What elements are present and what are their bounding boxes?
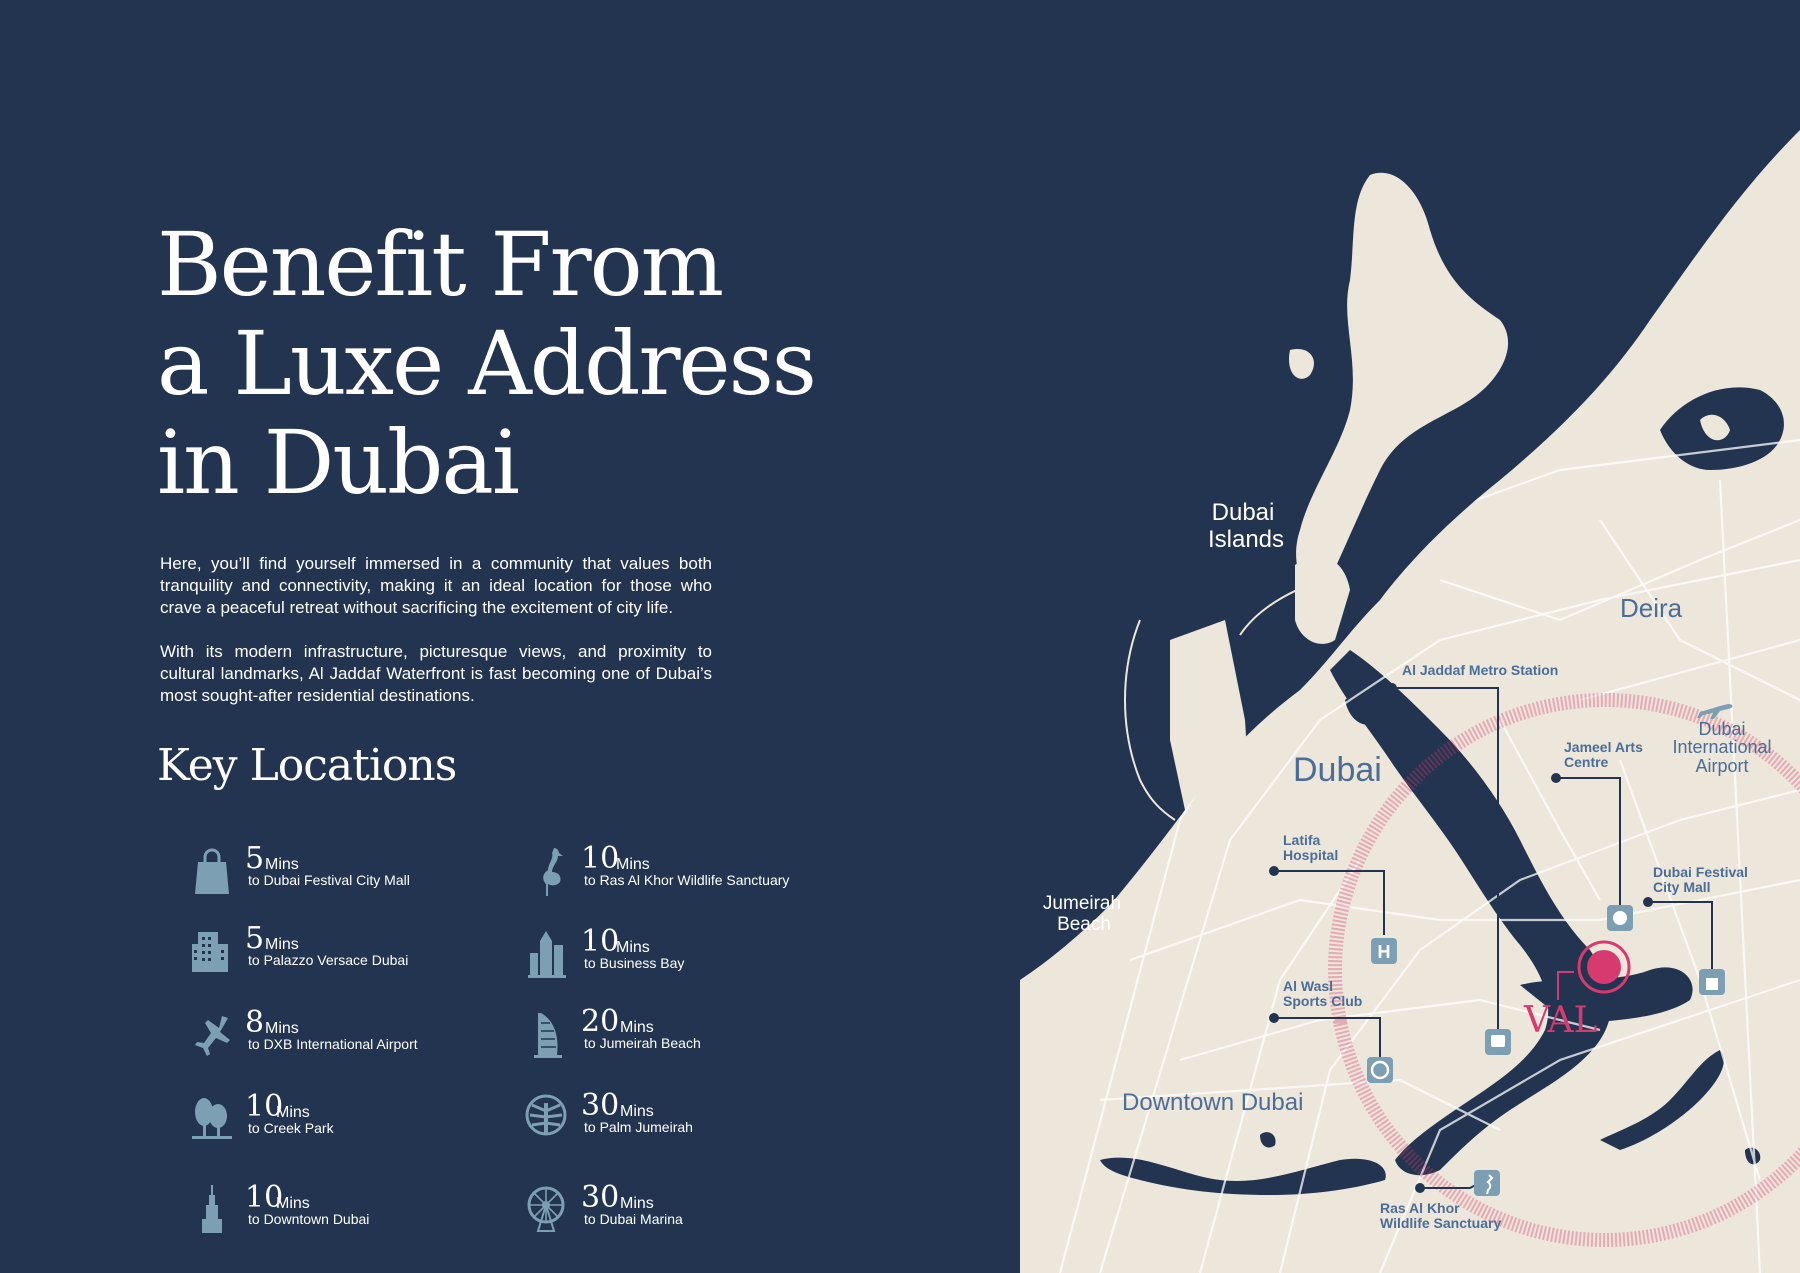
title-line-2: a Luxe Address (157, 312, 815, 415)
title-line-1: Benefit From (157, 213, 723, 316)
destination-label: to Palm Jumeirah (584, 1119, 693, 1135)
time-value: 30 (581, 1180, 620, 1215)
time-value: 5 (245, 921, 265, 956)
intro-paragraph-1: Here, you’ll find yourself immersed in a community that values both tranquility and connectivity, making it an ideal location for those who crave a peaceful retreat without sacrificing the excitement of city life. (160, 554, 712, 617)
time-unit: Mins (616, 939, 650, 956)
hospital-pin-icon (1371, 938, 1397, 964)
poi-label-jameel-line-2: Centre (1564, 754, 1609, 770)
poi-label-jameel-line-1: Jameel Arts (1564, 739, 1643, 755)
time-value: 8 (245, 1005, 265, 1040)
destination-label: to Business Bay (584, 955, 685, 971)
poi-label-latifa-line-1: Latifa (1283, 832, 1321, 848)
time-unit: Mins (620, 1195, 654, 1212)
poi-label-alwasl-line-1: Al Wasl (1283, 978, 1334, 994)
poi-label-festival-line-1: Dubai Festival (1653, 864, 1748, 880)
poi-label-alwasl-line-2: Sports Club (1283, 993, 1363, 1009)
time-unit: Mins (620, 1103, 654, 1120)
time-unit: Mins (276, 1195, 310, 1212)
key-locations-heading: Key Locations (157, 740, 457, 791)
art-palette-pin-icon (1607, 905, 1633, 931)
time-unit: Mins (265, 1020, 299, 1037)
project-label: VAL (1524, 1000, 1598, 1041)
destination-label: to Creek Park (248, 1120, 334, 1136)
shopping-pin-icon (1699, 969, 1725, 995)
area-label-dubai-islands-line-1: Dubai (1211, 499, 1275, 526)
destination-label: to Dubai Marina (584, 1211, 683, 1227)
time-unit: Mins (265, 936, 299, 953)
destination-label: to Ras Al Khor Wildlife Sanctuary (584, 872, 790, 888)
time-value: 10 (581, 841, 620, 876)
time-value: 20 (581, 1004, 620, 1039)
poi-label-metro: Al Jaddaf Metro Station (1402, 662, 1559, 678)
destination-label: to Downtown Dubai (248, 1211, 370, 1227)
destination-label: to Dubai Festival City Mall (248, 872, 410, 888)
time-value: 10 (245, 1180, 284, 1215)
area-label-dubai-islands-line-2: Islands (1207, 526, 1285, 553)
destination-label: to Palazzo Versace Dubai (248, 952, 409, 968)
poi-label-rasalkhor-line-1: Ras Al Khor (1380, 1200, 1460, 1216)
area-label-dubai: Dubai (1293, 751, 1382, 789)
title-line-3: in Dubai (157, 411, 518, 514)
time-unit: Mins (265, 856, 299, 873)
time-value: 10 (581, 924, 620, 959)
time-unit: Mins (616, 856, 650, 873)
area-label-deira: Deira (1620, 593, 1683, 623)
area-label-jumeirah-line-1: Jumeirah (1042, 893, 1122, 914)
area-label-airport-line-2: International (1672, 737, 1772, 757)
destination-label: to Jumeirah Beach (584, 1035, 701, 1051)
poi-label-festival-line-2: City Mall (1653, 879, 1711, 895)
area-label-airport-line-1: Dubai (1698, 719, 1746, 739)
svg-text:H: H (1377, 942, 1391, 962)
intro-paragraph-2: With its modern infrastructure, picturesque views, and proximity to cultural landmarks, Al Jaddaf Waterfront is fast becoming one of Dubai’s most sought-after residential destinations. (160, 642, 712, 705)
flamingo-pin-icon (1474, 1170, 1500, 1196)
time-unit: Mins (276, 1104, 310, 1121)
destination-label: to DXB International Airport (248, 1036, 418, 1052)
time-value: 5 (245, 841, 265, 876)
poi-label-rasalkhor-line-2: Wildlife Sanctuary (1380, 1215, 1502, 1231)
poi-label-latifa-line-2: Hospital (1283, 847, 1339, 863)
metro-pin-icon (1485, 1029, 1511, 1055)
sports-pin-icon (1367, 1057, 1393, 1083)
time-value: 30 (581, 1088, 620, 1123)
area-label-downtown: Downtown Dubai (1122, 1089, 1304, 1116)
time-unit: Mins (620, 1019, 654, 1036)
area-label-airport-line-3: Airport (1695, 756, 1749, 776)
time-value: 10 (245, 1089, 284, 1124)
area-label-jumeirah-line-2: Beach (1057, 914, 1111, 935)
